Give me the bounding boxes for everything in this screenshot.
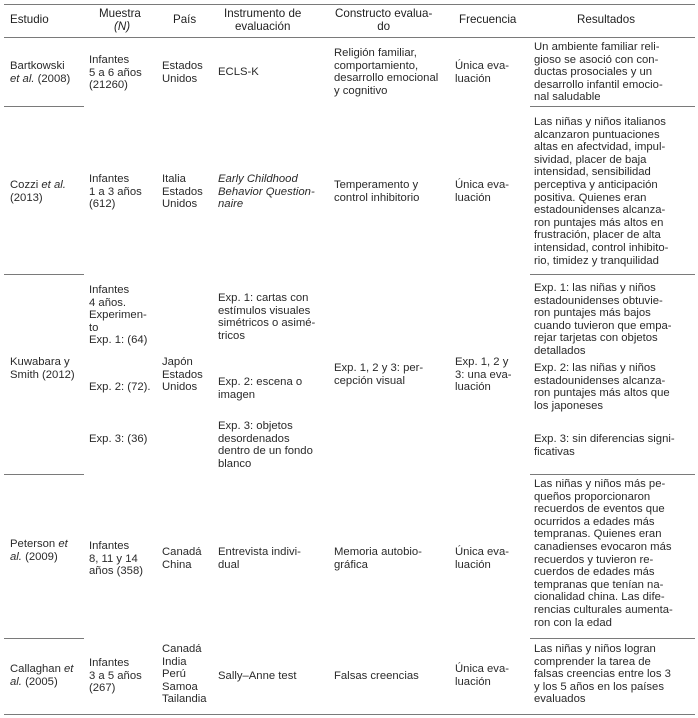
cell-resultados-exp3: Exp. 3: sin diferencias signi- ficativas [534,433,675,458]
header-pais: País [173,13,197,26]
cell-resultados-exp2: Exp. 2: las niñas y niños estadounidenses alcanza- ron puntajes más altos que los japoneses [534,362,670,412]
header-rule [4,37,695,38]
estudio-year: (2013) [10,191,43,204]
cell-constructo: Memoria autobio- gráfica [334,546,422,571]
estudio-etal-1: et [58,538,68,550]
cell-instrumento-exp1: Exp. 1: cartas con estímulos visuales simétricos o asimé- tricos [218,292,316,342]
row-separator [4,638,84,639]
estudio-author: Peterson [10,538,59,550]
cell-resultados: Las niñas y niños italianos alcanzaron puntuaciones altas en afectvidad, impul- sividad, placer de baja intensidad, sensibilidad perceptiva y anticipación positiva. Quienes eran estadounidenses alcanza- ron puntajes más altos en frustración, placer de alta intensidad, control inhibito- rio, timidez y tranquilidad [534,116,669,267]
estudio-etal: et al. [10,72,35,85]
estudio-author: Callaghan [10,663,65,675]
cell-constructo: Exp. 1, 2 y 3: per- cepción visual [334,362,424,387]
cell-resultados: Las niñas y niños logran comprender la tarea de falsas creencias entre los 3 y los 5 años en los países evaluados [534,643,671,706]
row-separator [530,474,695,475]
cell-estudio [10,538,68,563]
row-separator [530,106,695,107]
header-resultados: Resultados [577,13,636,26]
cell-pais: Italia Estados Unidos [162,173,203,211]
cell-instrumento: Entrevista indivi- dual [218,546,301,571]
cell-constructo: Religión familiar, comportamiento, desarrollo emocional y cognitivo [334,47,439,97]
header-estudio: Estudio [10,13,49,26]
cell-muestra: Infantes 3 a 5 años (267) [89,657,142,695]
cell-estudio [10,179,66,204]
cell-estudio [10,663,73,688]
cell-instrumento: ECLS-K [218,66,259,78]
cell-resultados-exp1: Exp. 1: las niñas y niños estadounidenses obtuvie- ron puntajes más bajos cuando tuvieron que empa- rejar tarjetas con objetos detallados [534,282,672,357]
cell-muestra-exp1: Infantes 4 años. Experimen- to Exp. 1: (64) [89,284,148,347]
estudio-author: Cozzi [10,179,42,191]
header-muestra-n: (N) [114,20,131,33]
row-separator [4,106,84,107]
estudio-year: (2008) [34,72,71,85]
cell-resultados: Un ambiente familiar reli- gioso se asoció con con- ductas prosociales y un desarrollo infantil emocio- nal saludable [534,41,663,104]
cell-resultados: Las niñas y niños más pe- queños proporcionaron recuerdos de eventos que ocurridos a edades más tempranas. Quienes eran canadienses evocaron más recuerdos y tuvieron re- cuerdos de edades más tempranas que tenían na- cionalidad china. Las dife- rencias culturales aumenta- ron con la edad [534,478,673,629]
row-separator [4,274,84,275]
header-constructo: Constructo evalua- do [335,7,433,33]
header-muestra: Muestra [99,7,141,20]
cell-frecuencia: Única eva- luación [455,60,509,85]
cell-pais: Estados Unidos [162,60,203,85]
header-frecuencia: Frecuencia [459,13,517,26]
cell-constructo: Falsas creencias [334,670,419,682]
cell-muestra-exp3: Exp. 3: (36) [89,433,148,445]
estudio-etal: et al. [41,179,66,191]
estudio-year: (2005) [21,675,58,688]
cell-frecuencia: Única eva- luación [455,546,509,571]
estudio-etal-1: et [64,663,74,675]
cell-pais: Canadá China [162,546,202,571]
estudio-year: (2009) [21,550,58,563]
cell-muestra-exp2: Exp. 2: (72). [89,381,151,393]
header-instrumento: Instrumento de evaluación [224,7,302,33]
cell-instrumento: Early Childhood Behavior Question- naire [218,173,315,211]
cell-instrumento-exp2: Exp. 2: escena o imagen [218,376,303,401]
cell-muestra: Infantes 8, 11 y 14 años (358) [89,540,144,578]
cell-muestra: Infantes 5 a 6 años (21260) [89,54,142,92]
cell-estudio [10,60,70,85]
cell-frecuencia: Única eva- luación [455,179,509,204]
cell-pais: Canadá India Perú Samoa Tailandia [162,643,207,706]
cell-frecuencia: Única eva- luación [455,663,509,688]
top-rule [4,4,695,5]
cell-muestra: Infantes 1 a 3 años (612) [89,173,142,211]
row-separator [530,638,695,639]
cell-frecuencia: Exp. 1, 2 y 3: una eva- luación [455,356,512,394]
estudio-etal-2: al. [10,675,22,688]
row-separator [530,274,695,275]
row-separator [4,474,84,475]
cell-constructo: Temperamento y control inhibitorio [334,179,420,204]
cell-instrumento-exp3: Exp. 3: objetos desordenados dentro de un fondo blanco [218,420,313,470]
estudio-etal-2: al. [10,550,22,563]
cell-estudio: Kuwabara y Smith (2012) [10,356,75,381]
estudio-author: Bartkowski [10,60,65,72]
bottom-rule [4,714,695,715]
cell-instrumento: Sally–Anne test [218,670,297,682]
cell-pais: Japón Estados Unidos [162,356,203,394]
